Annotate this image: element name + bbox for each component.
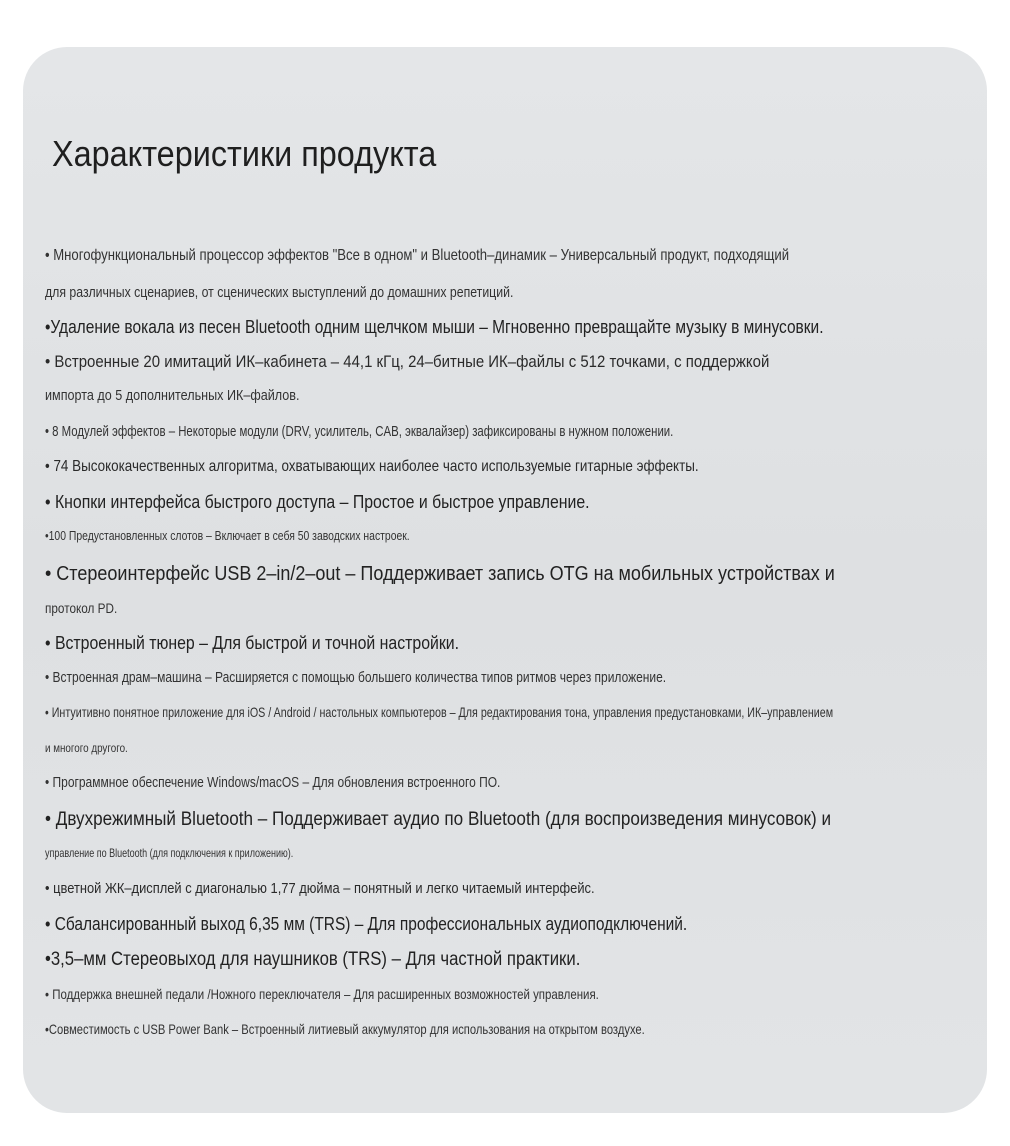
feature-item: • Поддержка внешней педали /Ножного переключателя – Для расширенных возможностей управления. [45,986,599,1002]
feature-item: •Совместимость с USB Power Bank – Встроенный литиевый аккумулятор для использования на открытом воздухе. [45,1021,645,1037]
feature-item: • Интуитивно понятное приложение для iOS / Android / настольных компьютеров – Для редактирования тона, управления предустановками, ИК–управлением [45,704,834,720]
feature-item: • Сбалансированный выход 6,35 мм (TRS) – Для профессиональных аудиоподключений. [45,914,688,934]
feature-item: • цветной ЖК–дисплей с диагональю 1,77 дюйма – понятный и легко читаемый интерфейс. [45,880,595,897]
feature-item-continuation: и многого другого. [45,741,128,755]
feature-item: •3,5–мм Стереовыход для наушников (TRS) – Для частной практики. [45,949,581,970]
feature-item: • Многофункциональный процессор эффектов "Все в одном" и Bluetooth–динамик – Универсальный продукт, подходящий [45,247,790,264]
feature-item-continuation: управление по Bluetooth (для подключения к приложению). [45,846,294,860]
feature-item: • Встроенная драм–машина – Расширяется с помощью большего количества типов ритмов через приложение. [45,669,667,686]
features-list [23,47,987,1113]
feature-item: • 74 Высококачественных алгоритма, охватывающих наиболее часто используемые гитарные эффекты. [45,458,699,475]
feature-item: •Удаление вокала из песен Bluetooth одним щелчком мыши – Мгновенно превращайте музыку в минусовки. [45,317,824,337]
feature-item: • Встроенный тюнер – Для быстрой и точной настройки. [45,633,460,653]
feature-item: • Стереоинтерфейс USB 2–in/2–out – Поддерживает запись OTG на мобильных устройствах и [45,563,835,585]
feature-item: • Встроенные 20 имитаций ИК–кабинета – 44,1 кГц, 24–битные ИК–файлы с 512 точками, с поддержкой [45,352,770,371]
feature-item: •100 Предустановленных слотов – Включает в себя 50 заводских настроек. [45,528,410,543]
feature-item: • 8 Модулей эффектов – Некоторые модули (DRV, усилитель, CAB, эквалайзер) зафиксированы в нужном положении. [45,423,674,440]
feature-item: • Двухрежимный Bluetooth – Поддерживает аудио по Bluetooth (для воспроизведения минусовок) и [45,809,832,830]
feature-item: • Программное обеспечение Windows/macOS – Для обновления встроенного ПО. [45,774,501,791]
feature-item: • Кнопки интерфейса быстрого доступа – Простое и быстрое управление. [45,492,590,512]
feature-item-continuation: для различных сценариев, от сценических выступлений до домашних репетиций. [45,284,514,301]
feature-item-continuation: импорта до 5 дополнительных ИК–файлов. [45,387,300,404]
page-title: Характеристики продукта [52,133,437,174]
feature-item-continuation: протокол PD. [45,600,118,616]
product-features-card [23,47,987,1113]
